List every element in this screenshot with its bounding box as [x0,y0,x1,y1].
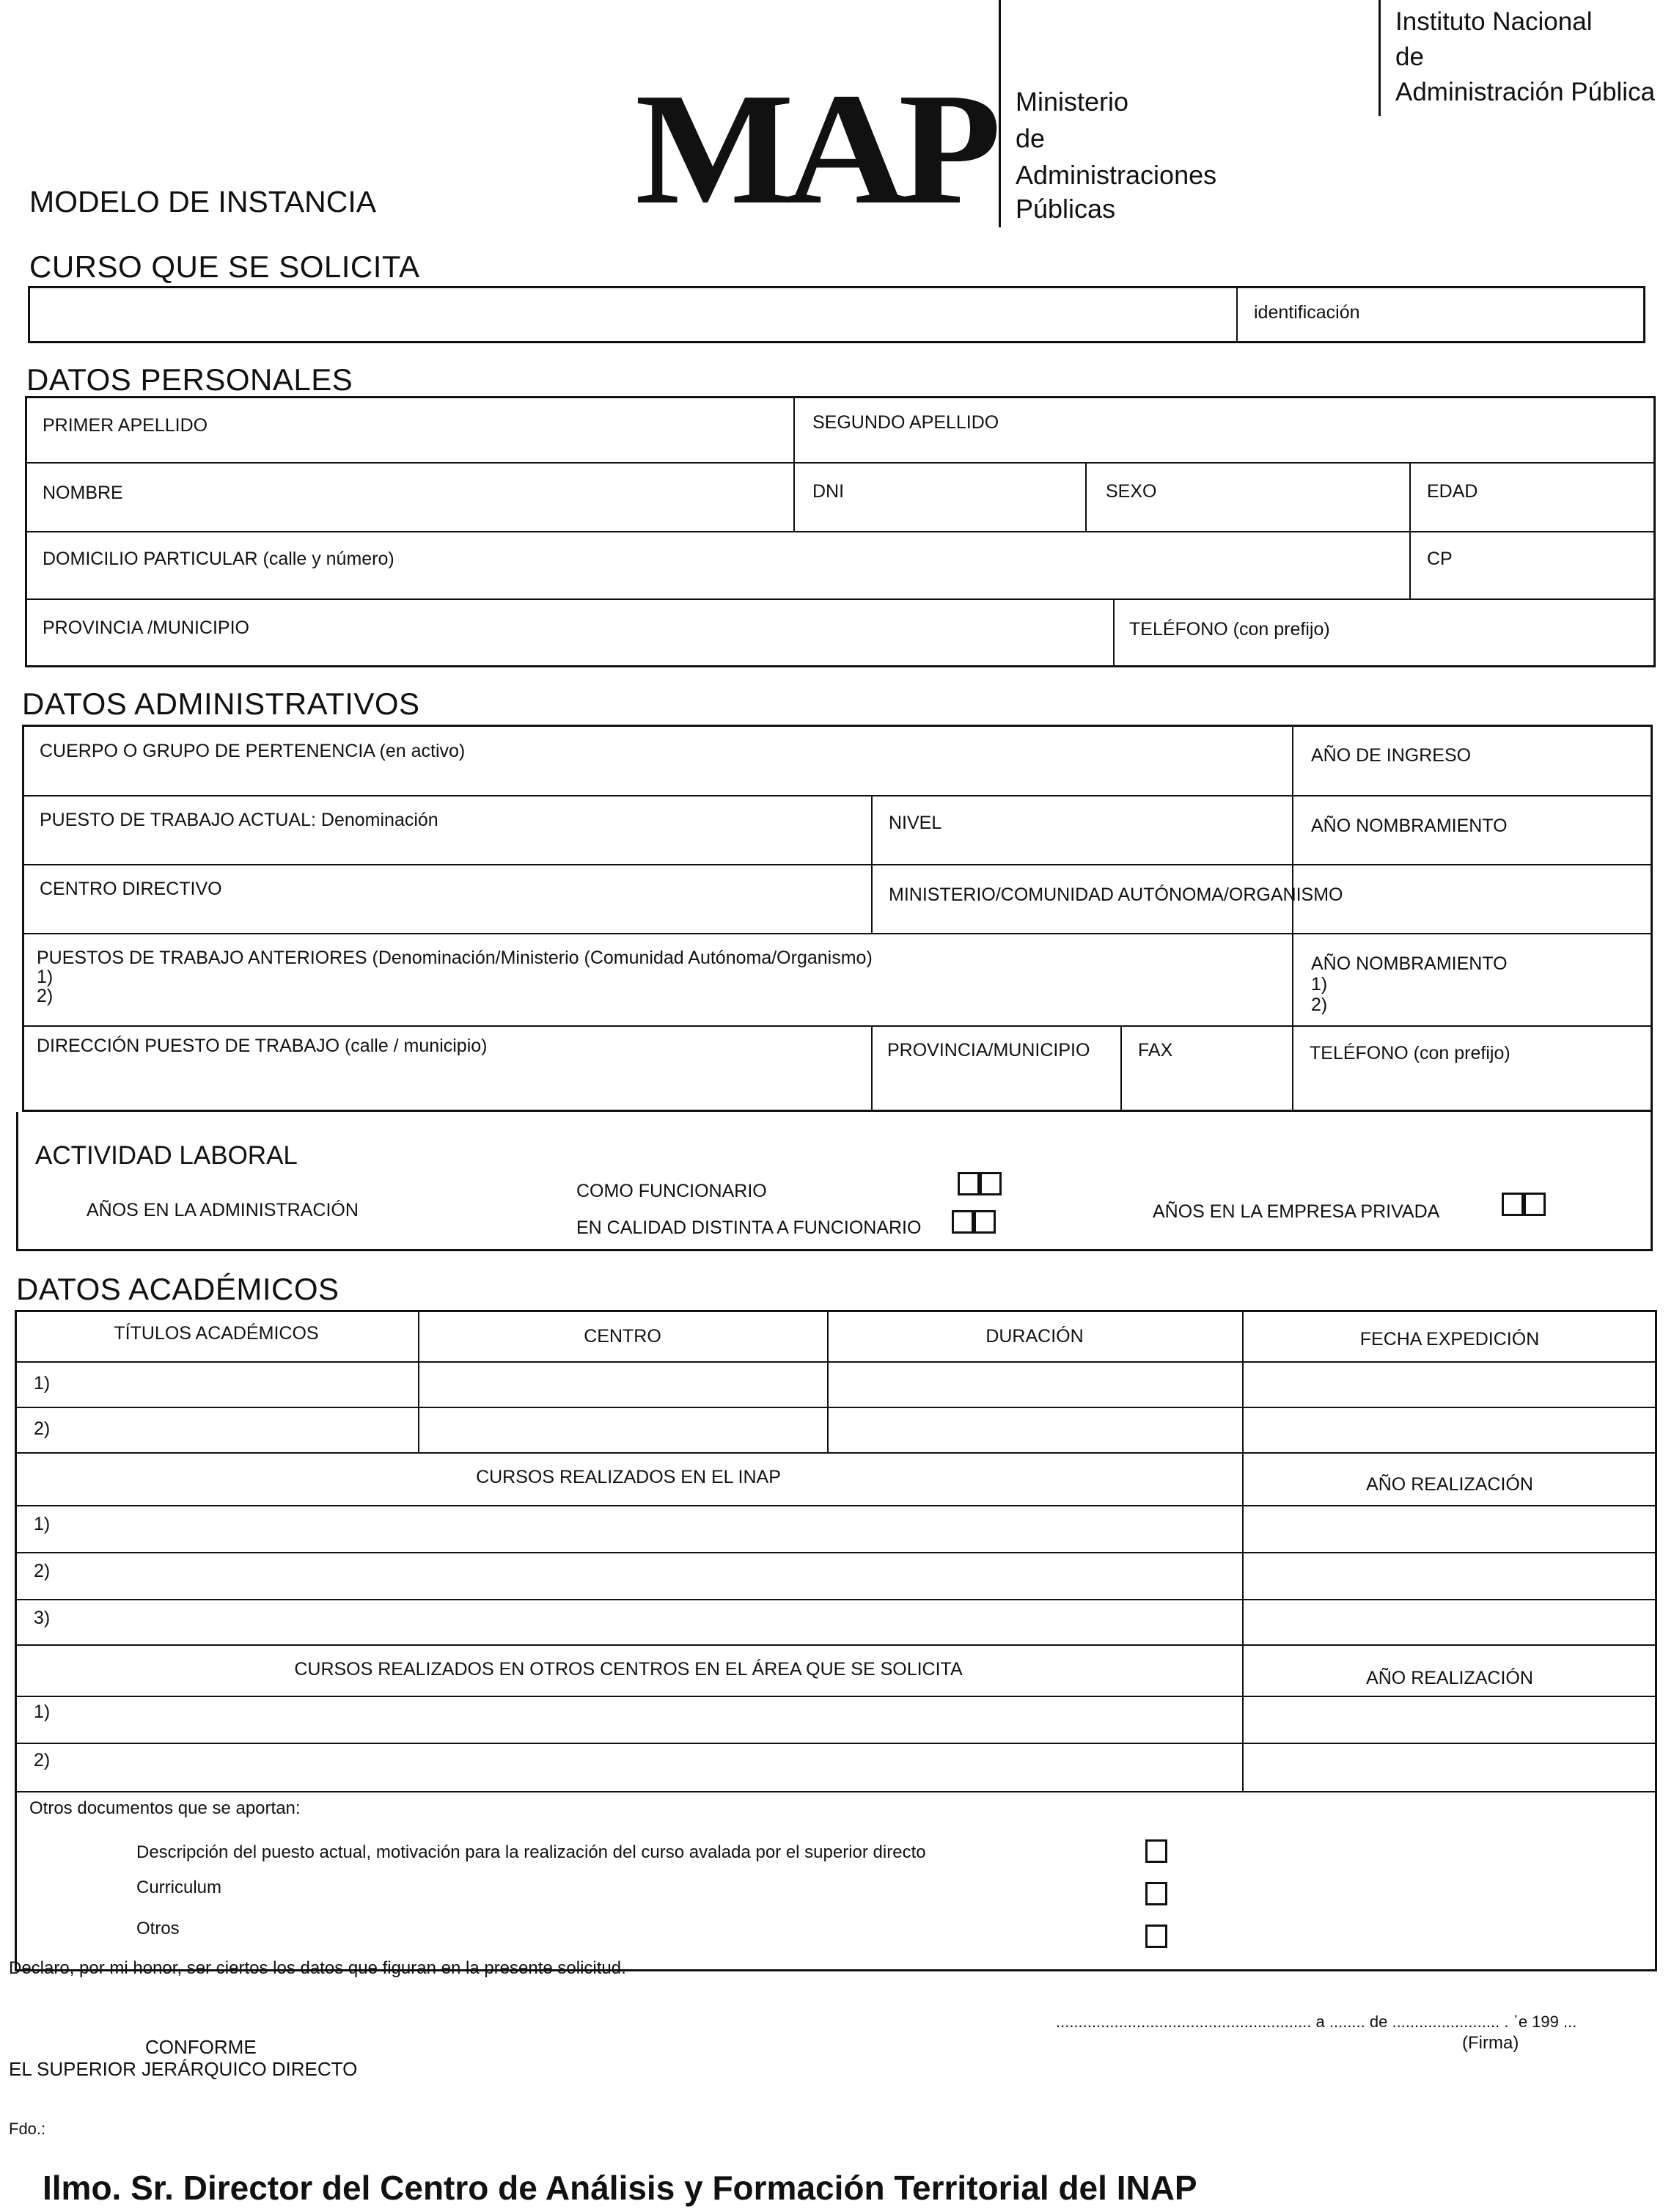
privada-years-box-1[interactable] [1502,1193,1524,1216]
doc-descripcion-checkbox[interactable] [1145,1839,1167,1863]
date-line[interactable]: ......................................................... a ........ de ........................ . ᾽e 199 ... [1056,2013,1577,2031]
titulo-row-1: 1) [34,1373,51,1394]
director-addressee: Ilmo. Sr. Director del Centro de Análisis y Formación Territorial del INAP [43,2169,1197,2207]
otros-row-2: 2) [34,1750,51,1770]
anio-nombramiento-2-label: AÑO NOMBRAMIENTO [1311,953,1508,974]
anio-realizacion-header: AÑO REALIZACIÓN [1366,1474,1533,1495]
cursos-otros-header: CURSOS REALIZADOS EN OTROS CENTROS EN EL ÁREA QUE SE SOLICITA [294,1659,963,1680]
course-divider [1236,286,1238,343]
telefono-label: TELÉFONO (con prefijo) [1129,619,1330,640]
provincia-municipio-label: PROVINCIA/MUNICIPIO [887,1040,1090,1061]
ministerio-label: MINISTERIO/COMUNIDAD AUTÓNOMA/ORGANISMO [889,885,1343,905]
sexo-label: SEXO [1106,481,1157,502]
anio-realizacion-2-header: AÑO REALIZACIÓN [1366,1668,1533,1688]
funcionario-years-box-2[interactable] [980,1172,1002,1195]
personal-section-title: DATOS PERSONALES [26,362,353,397]
doc-otros-checkbox[interactable] [1145,1924,1167,1948]
cursos-inap-header: CURSOS REALIZADOS EN EL INAP [476,1467,781,1487]
anio-nombramiento-label: AÑO NOMBRAMIENTO [1311,816,1508,836]
logo-divider [999,0,1001,227]
privada-years-box-2[interactable] [1524,1193,1546,1216]
funcionario-years-box-1[interactable] [958,1172,980,1195]
conforme-label: CONFORME [145,2036,257,2058]
doc-descripcion-label: Descripción del puesto actual, motivación para la realización del curso avalada por el superior directo [136,1842,926,1862]
cuerpo-label: CUERPO O GRUPO DE PERTENENCIA (en activo) [40,741,466,761]
ministry-line-1: Ministerio [1016,87,1129,117]
ministry-line-2: de [1016,123,1046,153]
inap-row-2: 2) [34,1561,51,1581]
admin-input-area[interactable] [22,725,1653,1112]
puestos-item-2: 2) [37,986,54,1006]
segundo-apellido-label: SEGUNDO APELLIDO [812,412,999,433]
cp-label: CP [1427,549,1453,569]
doc-curriculum-label: Curriculum [136,1878,222,1897]
doc-curriculum-checkbox[interactable] [1145,1882,1167,1905]
academic-input-area[interactable] [15,1361,1657,1791]
col-fecha-header: FECHA EXPEDICIÓN [1359,1329,1540,1349]
inap-line-1: Instituto Nacional [1395,7,1593,36]
course-section-title: CURSO QUE SE SOLICITA [29,249,420,284]
personal-input-area[interactable] [25,396,1656,667]
firma-label: (Firma) [1462,2033,1519,2053]
como-funcionario-label: COMO FUNCIONARIO [576,1181,767,1201]
inap-divider [1379,0,1381,116]
puestos-item-1: 1) [37,967,54,987]
actividad-title: ACTIVIDAD LABORAL [35,1141,298,1170]
empresa-privada-label: AÑOS EN LA EMPRESA PRIVADA [1153,1201,1440,1222]
direccion-puesto-label: DIRECCIÓN PUESTO DE TRABAJO (calle / municipio) [37,1036,488,1056]
nombre-label: NOMBRE [43,483,123,503]
distinta-years-box-1[interactable] [952,1210,974,1234]
col-titulos-header: TÍTULOS ACADÉMICOS [114,1323,319,1344]
form-title: MODELO DE INSTANCIA [29,185,377,219]
provincia-label: PROVINCIA /MUNICIPIO [43,618,249,638]
distinta-years-box-2[interactable] [974,1210,996,1234]
academic-section-title: DATOS ACADÉMICOS [16,1272,339,1306]
fax-label: FAX [1138,1040,1173,1061]
puestos-anteriores-label: PUESTOS DE TRABAJO ANTERIORES (Denominación/Ministerio (Comunidad Autónoma/Organismo) [37,948,873,968]
academic-row-line [15,1791,1657,1792]
puesto-actual-label: PUESTO DE TRABAJO ACTUAL: Denominación [40,810,438,830]
titulo-row-2: 2) [34,1418,51,1439]
anio-item-1: 1) [1311,974,1328,995]
dni-label: DNI [812,481,845,502]
primer-apellido-label: PRIMER APELLIDO [43,415,208,436]
calidad-distinta-label: EN CALIDAD DISTINTA A FUNCIONARIO [576,1217,922,1238]
anio-ingreso-label: AÑO DE INGRESO [1311,745,1472,766]
inap-line-2: de [1395,43,1424,71]
ministry-line-3: Administraciones [1016,160,1217,190]
identificacion-label: identificación [1254,302,1360,323]
superior-label: EL SUPERIOR JERÁRQUICO DIRECTO [9,2058,358,2080]
nivel-label: NIVEL [889,813,942,833]
inap-row-3: 3) [34,1608,51,1628]
ministry-line-4: Públicas [1016,194,1116,224]
docs-title: Otros documentos que se aportan: [29,1798,301,1818]
map-logo: MAP [635,59,993,238]
domicilio-label: DOMICILIO PARTICULAR (calle y número) [43,549,394,569]
col-centro-header: CENTRO [584,1326,661,1347]
declaration-text: Declaro, por mi honor, ser ciertos los datos que figuran en la presente solicitud. [9,1958,626,1978]
centro-directivo-label: CENTRO DIRECTIVO [40,879,222,899]
admin-section-title: DATOS ADMINISTRATIVOS [22,686,420,721]
col-duracion-header: DURACIÓN [985,1326,1084,1347]
anios-admin-label: AÑOS EN LA ADMINISTRACIÓN [87,1200,359,1220]
telefono-trabajo-label: TELÉFONO (con prefijo) [1310,1043,1510,1063]
fdo-label: Fdo.: [9,2120,46,2138]
doc-otros-label: Otros [136,1919,180,1938]
inap-line-3: Administración Pública [1395,78,1656,106]
edad-label: EDAD [1427,481,1478,502]
inap-row-1: 1) [34,1514,51,1534]
course-field[interactable] [28,286,1645,343]
otros-row-1: 1) [34,1702,51,1722]
anio-item-2: 2) [1311,995,1328,1015]
